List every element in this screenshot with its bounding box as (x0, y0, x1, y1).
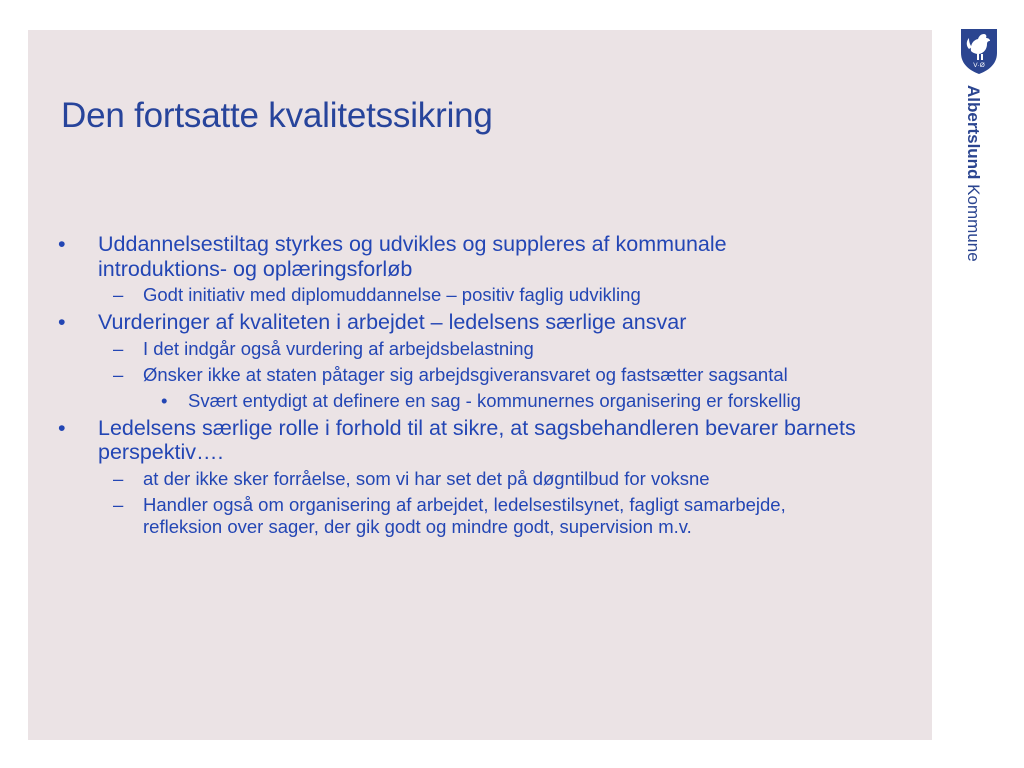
dash-marker: – (113, 284, 124, 305)
dash-marker: – (113, 363, 124, 385)
bullet-text: at der ikke sker forråelse, som vi har set det på døgntilbud for voksne (143, 467, 710, 489)
sub-bullet-item-5 (58, 494, 858, 538)
bullet-marker: • (58, 310, 66, 334)
dash-marker: – (113, 467, 124, 489)
sub-bullet-item-3 (58, 364, 858, 386)
dash-marker: – (113, 337, 124, 359)
bullet-item-3 (58, 416, 858, 465)
sub-bullet-item-4 (58, 468, 858, 490)
bullet-text: Uddannelsestiltag styrkes og udvikles og suppleres af kommunale introduktions- og oplæringsforløb (98, 232, 727, 281)
dash-marker: – (113, 493, 124, 515)
bullet-item-1 (58, 232, 858, 281)
bullet-marker: • (58, 415, 66, 440)
slide-title: Den fortsatte kvalitetssikring (61, 96, 493, 135)
sub-sub-bullet-item-1 (58, 390, 858, 412)
sub-bullet-item-2 (58, 338, 858, 360)
brand-name-bold: Albertslund (964, 85, 983, 180)
bullet-list (58, 232, 858, 542)
bullet-text: Godt initiativ med diplomuddannelse – positiv faglig udvikling (143, 284, 641, 305)
bullet-item-2 (58, 310, 858, 335)
bullet-text: Ønsker ikke at staten påtager sig arbejdsgiveransvaret og fastsætter sagsantal (143, 363, 788, 385)
shield-text: V·Ø (973, 62, 985, 69)
bullet-marker: • (58, 232, 66, 256)
bullet-marker: • (161, 389, 168, 411)
bullet-text: Svært entydigt at definere en sag - kommunernes organisering er forskellig (188, 389, 801, 411)
bullet-text: I det indgår også vurdering af arbejdsbelastning (143, 337, 534, 359)
bullet-text: Ledelsens særlige rolle i forhold til at sikre, at sagsbehandleren bevarer barnets perspektiv…. (98, 415, 856, 464)
brand-name (963, 85, 983, 262)
bullet-text: Vurderinger af kvaliteten i arbejdet – ledelsens særlige ansvar (98, 310, 687, 334)
bullet-text: Handler også om organisering af arbejdet, ledelsestilsynet, fagligt samarbejde, refleksion over sager, der gik godt og mindre godt, supervision m.v. (143, 493, 786, 537)
brand-name-regular: Kommune (964, 179, 983, 262)
shield-rooster-icon (959, 27, 999, 75)
albertslund-logo (959, 27, 999, 277)
sub-bullet-item-1 (58, 284, 858, 306)
